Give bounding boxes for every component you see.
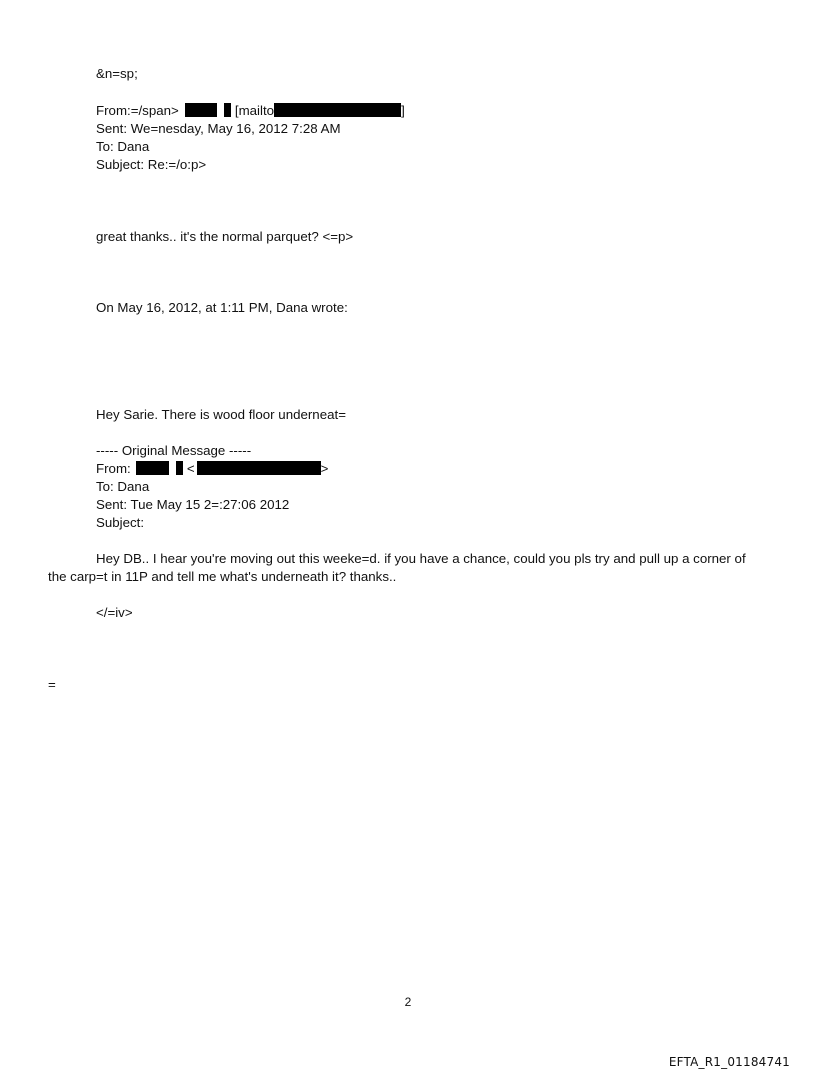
mailto-close: ] [401, 103, 405, 118]
quoted-reply: Hey Sarie. There is wood floor underneat= [96, 407, 346, 422]
document-id: EFTA_R1_01184741 [668, 1055, 790, 1069]
redaction-block [136, 461, 169, 475]
redaction-block [197, 461, 321, 475]
original-from-line [96, 460, 328, 478]
from-label: From:=/span> [96, 103, 179, 118]
original-to: To: Dana [96, 479, 150, 494]
original-from-label: From: [96, 461, 131, 476]
redaction-block [224, 103, 231, 117]
page-number: 2 [404, 995, 412, 1009]
original-subject: Subject: [96, 515, 145, 530]
mailto-label: [mailto [234, 103, 275, 118]
header-to: To: Dana [96, 139, 150, 154]
original-body-line-1: Hey DB.. I hear you're moving out this weeke=d. if you have a chance, could you pls try and pull up a corner of [96, 551, 746, 566]
redaction-block [176, 461, 183, 475]
quote-intro: On May 16, 2012, at 1:11 PM, Dana wrote: [96, 300, 348, 315]
entity-artifact: &n=sp; [96, 66, 138, 81]
gt-symbol: > [320, 461, 329, 476]
header-sent: Sent: We=nesday, May 16, 2012 7:28 AM [96, 121, 341, 136]
original-separator: ----- Original Message ----- [96, 443, 252, 458]
redaction-block [185, 103, 217, 117]
reply-body: great thanks.. it's the normal parquet? <=p> [96, 229, 354, 244]
redaction-block [274, 103, 401, 117]
header-subject: Subject: Re:=/o:p> [96, 157, 207, 172]
lt-symbol: < [186, 461, 195, 476]
header-from-line [96, 102, 405, 120]
original-sent: Sent: Tue May 15 2=:27:06 2012 [96, 497, 290, 512]
trailing-equals-artifact: = [48, 677, 56, 692]
closing-tag-artifact: </=iv> [96, 605, 133, 620]
original-body-line-2: the carp=t in 11P and tell me what's underneath it? thanks.. [48, 569, 397, 584]
